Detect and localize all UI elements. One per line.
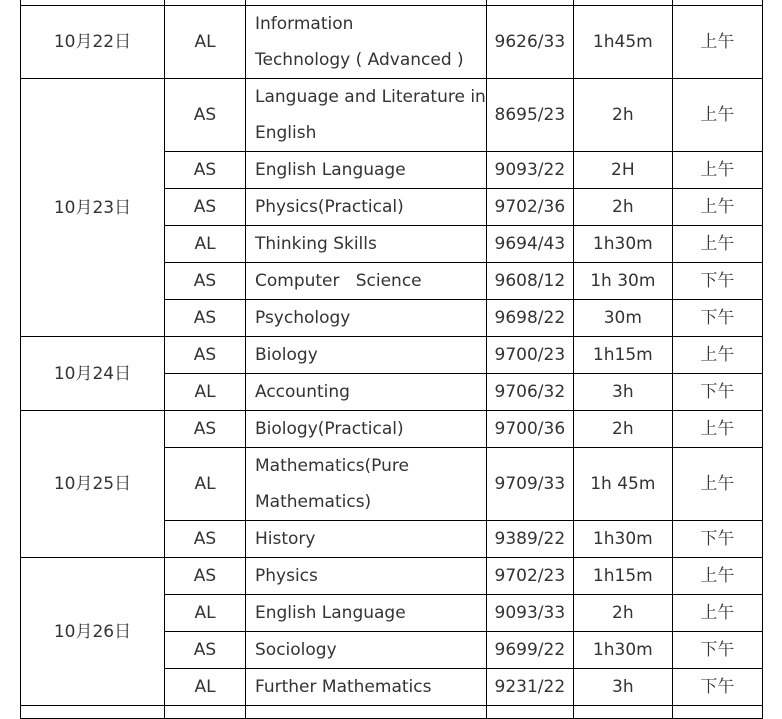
level-cell: AL: [165, 6, 246, 79]
session-cell: 下午: [672, 521, 762, 558]
session-cell: 上午: [672, 337, 762, 374]
subject-cell: [246, 411, 487, 448]
subject-line: Further Mathematics: [255, 677, 432, 697]
paper-code-cell: 9231/22: [486, 669, 573, 706]
paper-code-cell: 9709/33: [486, 448, 573, 521]
table-row: [21, 79, 763, 152]
level-cell: AL: [165, 374, 246, 411]
subject-cell: [246, 226, 487, 263]
duration-cell: 1h30m: [573, 521, 672, 558]
subject-line: Biology: [255, 345, 318, 365]
paper-code-cell: 9389/22: [486, 521, 573, 558]
session-cell: 上午: [672, 448, 762, 521]
paper-code-cell: 9702/36: [486, 189, 573, 226]
subject-line: Biology(Practical): [255, 419, 404, 439]
subject-line: English Language: [255, 160, 406, 180]
paper-code-cell: 9626/33: [486, 6, 573, 79]
level-cell: AL: [165, 448, 246, 521]
exam-date-cell: 10月23日: [21, 79, 165, 337]
table-row: [21, 6, 763, 79]
paper-code-cell: 9093/22: [486, 152, 573, 189]
exam-date-cell: 10月26日: [21, 558, 165, 706]
paper-code-cell: 9093/33: [486, 595, 573, 632]
exam-date-cell: 10月25日: [21, 411, 165, 558]
subject-line: Sociology: [255, 640, 337, 660]
subject-line: Thinking Skills: [255, 234, 377, 254]
paper-code-cell: 8695/23: [486, 79, 573, 152]
subject-cell: [246, 595, 487, 632]
duration-cell: 3h: [573, 374, 672, 411]
level-cell: AS: [165, 152, 246, 189]
paper-code-cell: 9700/36: [486, 411, 573, 448]
level-cell: AS: [165, 189, 246, 226]
table-row: [21, 411, 763, 448]
stub-cell: [21, 706, 165, 719]
duration-cell: 2h: [573, 79, 672, 152]
subject-line: History: [255, 529, 316, 549]
subject-line: Information: [255, 14, 354, 34]
level-cell: AS: [165, 263, 246, 300]
subject-line: Psychology: [255, 308, 351, 328]
paper-code-cell: 9694/43: [486, 226, 573, 263]
duration-cell: 1h15m: [573, 558, 672, 595]
paper-code-cell: 9608/12: [486, 263, 573, 300]
stub-cell: [573, 706, 672, 719]
subject-line: Physics(Practical): [255, 197, 404, 217]
session-cell: 上午: [672, 189, 762, 226]
subject-line: Accounting: [255, 382, 350, 402]
session-cell: 下午: [672, 632, 762, 669]
duration-cell: 30m: [573, 300, 672, 337]
session-cell: 下午: [672, 300, 762, 337]
subject-line: English Language: [255, 603, 406, 623]
paper-code-cell: 9700/23: [486, 337, 573, 374]
level-cell: AS: [165, 411, 246, 448]
stub-cell: [246, 706, 487, 719]
level-cell: AS: [165, 337, 246, 374]
session-cell: 下午: [672, 263, 762, 300]
level-cell: AL: [165, 669, 246, 706]
session-cell: 下午: [672, 669, 762, 706]
subject-cell: [246, 263, 487, 300]
subject-line: Physics: [255, 566, 318, 586]
duration-cell: 2h: [573, 411, 672, 448]
session-cell: 上午: [672, 226, 762, 263]
session-cell: 上午: [672, 79, 762, 152]
table-row: [21, 558, 763, 595]
table-row: [21, 337, 763, 374]
subject-cell: [246, 152, 487, 189]
exam-schedule-body: [21, 0, 763, 719]
subject-cell: [246, 189, 487, 226]
duration-cell: 2H: [573, 152, 672, 189]
subject-line: Mathematics): [255, 492, 372, 512]
session-cell: 上午: [672, 558, 762, 595]
subject-cell: [246, 6, 487, 79]
exam-date-cell: 10月22日: [21, 6, 165, 79]
session-cell: 上午: [672, 6, 762, 79]
subject-line: English: [255, 123, 317, 143]
exam-schedule-table: [20, 0, 763, 719]
subject-cell: [246, 669, 487, 706]
subject-cell: [246, 558, 487, 595]
level-cell: AS: [165, 79, 246, 152]
paper-code-cell: 9699/22: [486, 632, 573, 669]
subject-cell: [246, 448, 487, 521]
session-cell: 上午: [672, 595, 762, 632]
duration-cell: 1h 30m: [573, 263, 672, 300]
duration-cell: 1h30m: [573, 632, 672, 669]
subject-line: Language and Literature in: [255, 87, 486, 107]
duration-cell: 2h: [573, 595, 672, 632]
subject-cell: [246, 337, 487, 374]
subject-cell: [246, 521, 487, 558]
level-cell: AS: [165, 521, 246, 558]
subject-cell: [246, 79, 487, 152]
subject-line: Computer Science: [255, 271, 422, 291]
paper-code-cell: 9706/32: [486, 374, 573, 411]
subject-cell: [246, 374, 487, 411]
subject-line: Mathematics(Pure: [255, 456, 409, 476]
stub-cell: [672, 706, 762, 719]
session-cell: 下午: [672, 374, 762, 411]
subject-cell: [246, 300, 487, 337]
duration-cell: 1h15m: [573, 337, 672, 374]
level-cell: AS: [165, 632, 246, 669]
duration-cell: 1h45m: [573, 6, 672, 79]
session-cell: 上午: [672, 411, 762, 448]
exam-date-cell: 10月24日: [21, 337, 165, 411]
paper-code-cell: 9698/22: [486, 300, 573, 337]
duration-cell: 3h: [573, 669, 672, 706]
session-cell: 上午: [672, 152, 762, 189]
subject-line: Technology ( Advanced ): [255, 50, 464, 70]
duration-cell: 1h30m: [573, 226, 672, 263]
duration-cell: 1h 45m: [573, 448, 672, 521]
level-cell: AL: [165, 595, 246, 632]
subject-cell: [246, 632, 487, 669]
level-cell: AL: [165, 226, 246, 263]
table-bottom-stub-row: [21, 706, 763, 719]
duration-cell: 2h: [573, 189, 672, 226]
stub-cell: [165, 706, 246, 719]
paper-code-cell: 9702/23: [486, 558, 573, 595]
level-cell: AS: [165, 558, 246, 595]
level-cell: AS: [165, 300, 246, 337]
stub-cell: [486, 706, 573, 719]
